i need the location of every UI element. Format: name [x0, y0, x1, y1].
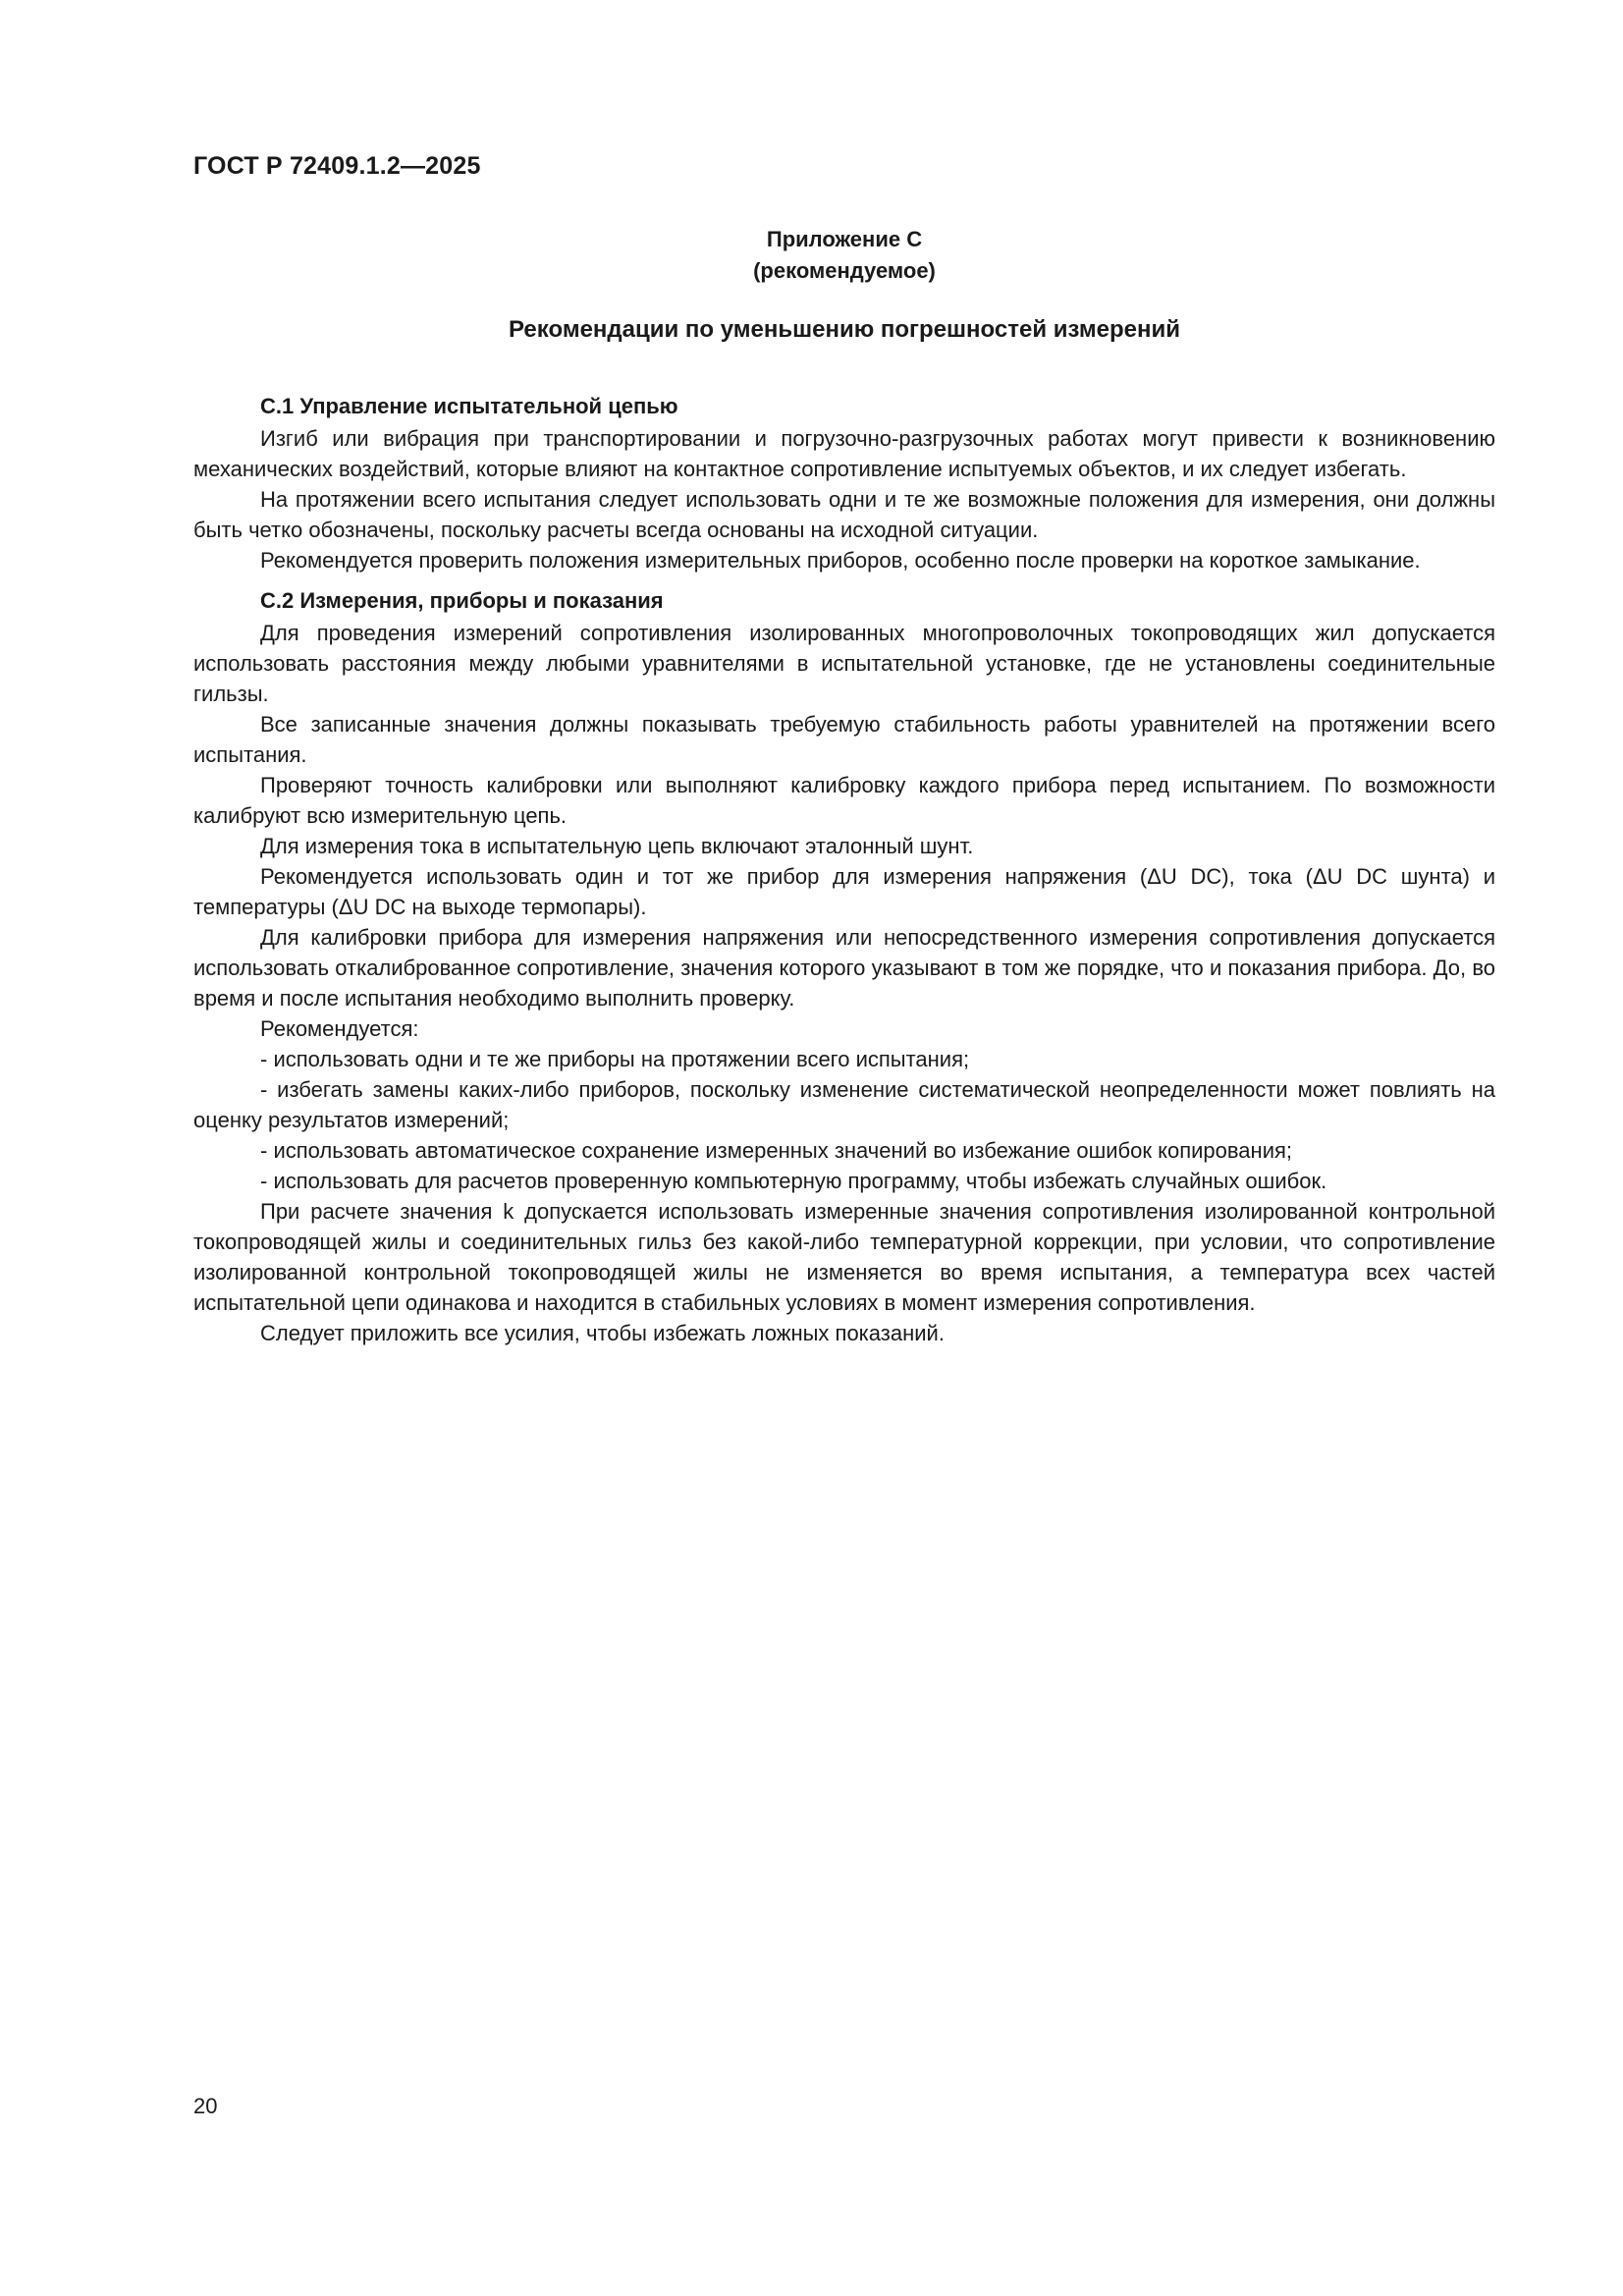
paragraph: Для измерения тока в испытательную цепь включают эталонный шунт.: [260, 834, 974, 858]
annex-header: [193, 224, 1495, 287]
list-item: - избегать замены каких-либо приборов, поскольку изменение систематической неопределенности может повлиять на оценку результатов измерений;: [193, 1077, 1495, 1132]
paragraph: Следует приложить все усилия, чтобы избежать ложных показаний.: [260, 1321, 945, 1345]
annex-status: (рекомендуемое): [753, 258, 936, 283]
paragraph: При расчете значения k допускается использовать измеренные значения сопротивления изолированной контрольной токопроводящей жилы и соединительных гильз без какой-либо температурной коррекции, при условии, что сопротивление изолированной контрольной токопроводящей жилы не изменяется во время испытания, а температура всех частей испытательной цепи одинакова и находится в стабильных условиях в момент измерения сопротивления.: [193, 1199, 1495, 1315]
page-number: 20: [193, 2094, 218, 2118]
annex-label: Приложение С: [766, 227, 923, 251]
document-code: ГОСТ Р 72409.1.2—2025: [193, 152, 481, 180]
paragraph: Проверяют точность калибровки или выполняют калибровку каждого прибора перед испытанием. По возможности калибруют всю измерительную цепь.: [193, 773, 1495, 828]
section-heading-c2: С.2 Измерения, приборы и показания: [260, 588, 664, 613]
paragraph: Изгиб или вибрация при транспортировании и погрузочно-разгрузочных работах могут привести к возникновению механических воздействий, которые влияют на контактное сопротивление испытуемых объектов, и их следует избегать.: [193, 426, 1495, 481]
list-item: - использовать автоматическое сохранение измеренных значений во избежание ошибок копирования;: [260, 1138, 1293, 1163]
paragraph: Для калибровки прибора для измерения напряжения или непосредственного измерения сопротивления допускается использовать откалиброванное сопротивление, значения которого указывают в том же порядке, что и показания прибора. До, во время и после испытания необходимо выполнить проверку.: [193, 925, 1495, 1011]
paragraph: Для проведения измерений сопротивления изолированных многопроволочных токопроводящих жил допускается использовать расстояния между любыми уравнителями в испытательной установке, где не установлены соединительные гильзы.: [193, 621, 1495, 706]
document-body: [193, 391, 1495, 1348]
paragraph: Рекомендуется:: [260, 1016, 419, 1041]
list-item: - использовать одни и те же приборы на протяжении всего испытания;: [260, 1047, 970, 1071]
annex-title: Рекомендации по уменьшению погрешностей измерений: [509, 316, 1180, 343]
list-item: - использовать для расчетов проверенную компьютерную программу, чтобы избежать случайных ошибок.: [260, 1169, 1327, 1193]
section-heading-c1: С.1 Управление испытательной цепью: [260, 394, 678, 418]
paragraph: Рекомендуется использовать один и тот же прибор для измерения напряжения (ΔU DC), тока (ΔU DC шунта) и температуры (ΔU DC на выходе термопары).: [193, 864, 1495, 919]
paragraph: Все записанные значения должны показывать требуемую стабильность работы уравнителей на протяжении всего испытания.: [193, 712, 1495, 767]
paragraph: На протяжении всего испытания следует использовать одни и те же возможные положения для измерения, они должны быть четко обозначены, поскольку расчеты всегда основаны на исходной ситуации.: [193, 487, 1495, 542]
paragraph: Рекомендуется проверить положения измерительных приборов, особенно после проверки на короткое замыкание.: [260, 548, 1421, 573]
